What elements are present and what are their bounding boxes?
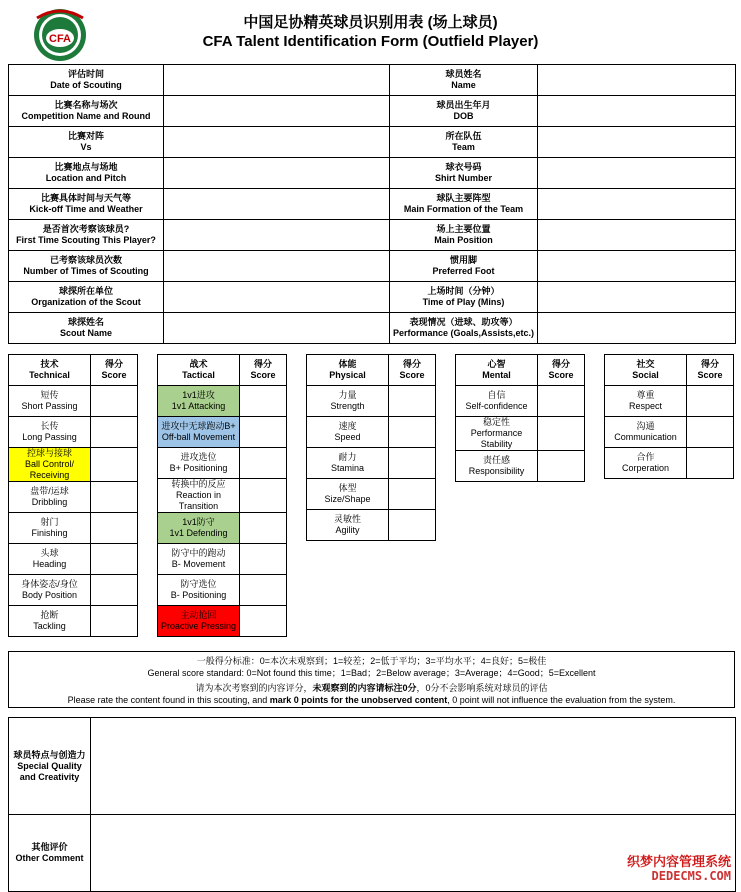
info-label-right: 上场时间（分钟） Time of Play (Mins) (390, 282, 538, 313)
watermark-en: DEDECMS.COM (651, 869, 731, 883)
skill-label: 灵敏性 Agility (307, 510, 389, 541)
section-title: 战术 Tactical (158, 355, 240, 386)
section-tactical (157, 354, 287, 637)
info-row (9, 127, 736, 158)
section-header (9, 355, 138, 386)
skill-row (158, 513, 287, 544)
skill-row (158, 479, 287, 513)
skill-label: 1v1防守 1v1 Defending (158, 513, 240, 544)
info-field-left[interactable] (164, 220, 390, 251)
score-field[interactable] (538, 451, 585, 482)
score-field[interactable] (389, 417, 436, 448)
skill-label: 短传 Short Passing (9, 386, 91, 417)
info-label-right: 表现情况（进球、助攻等） Performance (Goals,Assists,etc.) (390, 313, 538, 344)
skill-label: 射门 Finishing (9, 513, 91, 544)
skill-label: 抢断 Tackling (9, 606, 91, 637)
info-label-right: 球员姓名 Name (390, 65, 538, 96)
skill-label: 控球与接球 Ball Control/ Receiving (9, 448, 91, 482)
page-title-en: CFA Talent Identification Form (Outfield Player) (202, 33, 539, 50)
skill-row (158, 386, 287, 417)
watermark (627, 854, 731, 884)
comment-label-other: 其他评价 Other Comment (9, 815, 91, 892)
info-label-left: 球探所在单位 Organization of the Scout (9, 282, 164, 313)
skill-row (9, 606, 138, 637)
score-field[interactable] (687, 386, 734, 417)
info-label-left: 比赛具体时间与天气等 Kick-off Time and Weather (9, 189, 164, 220)
skill-label: 耐力 Stamina (307, 448, 389, 479)
score-field[interactable] (389, 479, 436, 510)
standard-line-en: General score standard: 0=Not found this time；1=Bad；2=Below average；3=Average；4=Good；5=Excellent (147, 668, 596, 678)
info-field-left[interactable] (164, 251, 390, 282)
info-field-right[interactable] (538, 65, 736, 96)
info-row (9, 96, 736, 127)
info-field-right[interactable] (538, 313, 736, 344)
score-header: 得分 Score (91, 355, 138, 386)
section-technical (8, 354, 138, 637)
skill-label: 防守选位 B- Positioning (158, 575, 240, 606)
info-label-right: 球队主要阵型 Main Formation of the Team (390, 189, 538, 220)
comment-field-quality[interactable] (91, 718, 736, 815)
skill-label: 盘带/运球 Dribbling (9, 482, 91, 513)
score-field[interactable] (91, 575, 138, 606)
info-field-right[interactable] (538, 189, 736, 220)
skill-row (456, 417, 585, 451)
skill-label: 1v1进攻 1v1 Attacking (158, 386, 240, 417)
section-social (604, 354, 734, 479)
info-label-right: 惯用脚 Preferred Foot (390, 251, 538, 282)
skill-row (307, 386, 436, 417)
section-header (307, 355, 436, 386)
section-title: 社交 Social (605, 355, 687, 386)
info-field-left[interactable] (164, 189, 390, 220)
skill-row (307, 417, 436, 448)
section-mental (455, 354, 585, 482)
skill-label: 力量 Strength (307, 386, 389, 417)
skill-row (9, 417, 138, 448)
skill-row (605, 448, 734, 479)
score-field[interactable] (389, 448, 436, 479)
skill-label: 沟通 Communication (605, 417, 687, 448)
skill-label: 长传 Long Passing (9, 417, 91, 448)
info-field-left[interactable] (164, 282, 390, 313)
skill-row (307, 479, 436, 510)
score-header: 得分 Score (687, 355, 734, 386)
skill-row (9, 448, 138, 482)
info-row (9, 313, 736, 344)
skill-label: 主动抢回 Proactive Pressing (158, 606, 240, 637)
score-field[interactable] (240, 448, 287, 479)
section-physical (306, 354, 436, 541)
score-header: 得分 Score (538, 355, 585, 386)
info-field-left[interactable] (164, 65, 390, 96)
score-field[interactable] (538, 417, 585, 451)
info-field-right[interactable] (538, 96, 736, 127)
info-field-right[interactable] (538, 251, 736, 282)
info-field-right[interactable] (538, 220, 736, 251)
score-field[interactable] (240, 386, 287, 417)
info-field-left[interactable] (164, 313, 390, 344)
info-label-left: 比赛对阵 Vs (9, 127, 164, 158)
info-label-left: 已考察该球员次数 Number of Times of Scouting (9, 251, 164, 282)
score-field[interactable] (240, 417, 287, 448)
score-field[interactable] (389, 510, 436, 541)
info-label-right: 所在队伍 Team (390, 127, 538, 158)
score-field[interactable] (240, 575, 287, 606)
skill-label: 头球 Heading (9, 544, 91, 575)
skill-row (158, 417, 287, 448)
info-label-right: 球衣号码 Shirt Number (390, 158, 538, 189)
skill-label: 自信 Self-confidence (456, 386, 538, 417)
skill-row (158, 448, 287, 479)
skill-label: 速度 Speed (307, 417, 389, 448)
info-table (8, 64, 736, 344)
info-label-left: 是否首次考察该球员? First Time Scouting This Player? (9, 220, 164, 251)
skill-row (605, 386, 734, 417)
section-title: 技术 Technical (9, 355, 91, 386)
skill-row (9, 575, 138, 606)
skill-row (9, 544, 138, 575)
section-title: 心智 Mental (456, 355, 538, 386)
score-field[interactable] (687, 417, 734, 448)
skill-label: 尊重 Respect (605, 386, 687, 417)
info-label-left: 评估时间 Date of Scouting (9, 65, 164, 96)
section-title: 体能 Physical (307, 355, 389, 386)
page-title-cn: 中国足协精英球员识别用表 (场上球员) (243, 14, 498, 31)
skill-label: 稳定性 Performance Stability (456, 417, 538, 451)
score-standard (8, 651, 735, 708)
score-field[interactable] (91, 606, 138, 637)
info-row (9, 220, 736, 251)
score-header: 得分 Score (389, 355, 436, 386)
info-row (9, 189, 736, 220)
instruction-line-cn: 请为本次考察到的内容评分，未观察到的内容请标注0分，0分不会影响系统对球员的评估 (195, 683, 548, 693)
skill-row (158, 575, 287, 606)
info-field-right[interactable] (538, 282, 736, 313)
info-field-left[interactable] (164, 158, 390, 189)
score-field[interactable] (538, 386, 585, 417)
info-field-right[interactable] (538, 127, 736, 158)
score-header: 得分 Score (240, 355, 287, 386)
standard-line-cn: 一般得分标准：0=本次未观察到；1=较差；2=低于平均；3=平均水平；4=良好；5=极佳 (196, 656, 547, 666)
section-header (158, 355, 287, 386)
info-row (9, 65, 736, 96)
skill-label: 进攻中无球跑动B+ Off-ball Movement (158, 417, 240, 448)
skill-row (456, 386, 585, 417)
skill-row (9, 386, 138, 417)
info-row (9, 158, 736, 189)
skill-row (456, 451, 585, 482)
info-field-right[interactable] (538, 158, 736, 189)
score-field[interactable] (240, 606, 287, 637)
logo-label: CFA (49, 33, 71, 45)
skill-label: 责任感 Responsibility (456, 451, 538, 482)
score-field[interactable] (91, 482, 138, 513)
info-field-left[interactable] (164, 96, 390, 127)
info-label-left: 比赛地点与场地 Location and Pitch (9, 158, 164, 189)
skill-row (158, 544, 287, 575)
section-header (605, 355, 734, 386)
score-field[interactable] (389, 386, 436, 417)
score-field[interactable] (240, 544, 287, 575)
info-row (9, 282, 736, 313)
info-row (9, 251, 736, 282)
skill-label: 防守中的跑动 B- Movement (158, 544, 240, 575)
score-field[interactable] (687, 448, 734, 479)
comment-label-quality: 球员特点与创造力 Special Quality and Creativity (9, 718, 91, 815)
info-label-right: 球员出生年月 DOB (390, 96, 538, 127)
skill-row (307, 448, 436, 479)
skill-row (9, 482, 138, 513)
score-field[interactable] (91, 513, 138, 544)
score-field[interactable] (91, 417, 138, 448)
skill-row (605, 417, 734, 448)
watermark-cn: 织梦内容管理系统 (626, 854, 731, 869)
skill-label: 合作 Corperation (605, 448, 687, 479)
score-field[interactable] (240, 479, 287, 513)
score-field[interactable] (91, 448, 138, 482)
score-field[interactable] (240, 513, 287, 544)
skill-label: 转换中的反应 Reaction in Transition (158, 479, 240, 513)
score-field[interactable] (91, 386, 138, 417)
skill-row (307, 510, 436, 541)
info-label-left: 球探姓名 Scout Name (9, 313, 164, 344)
section-header (456, 355, 585, 386)
skill-row (9, 513, 138, 544)
skill-label: 进攻选位 B+ Positioning (158, 448, 240, 479)
score-field[interactable] (91, 544, 138, 575)
info-label-left: 比赛名称与场次 Competition Name and Round (9, 96, 164, 127)
skill-label: 体型 Size/Shape (307, 479, 389, 510)
info-field-left[interactable] (164, 127, 390, 158)
info-label-right: 场上主要位置 Main Position (390, 220, 538, 251)
skill-label: 身体姿态/身位 Body Position (9, 575, 91, 606)
instruction-line-en: Please rate the content found in this scouting, and mark 0 points for the unobserved content, 0 point will not influence the evaluation from the system. (67, 695, 676, 705)
skill-row (158, 606, 287, 637)
comment-row-quality (9, 718, 736, 815)
